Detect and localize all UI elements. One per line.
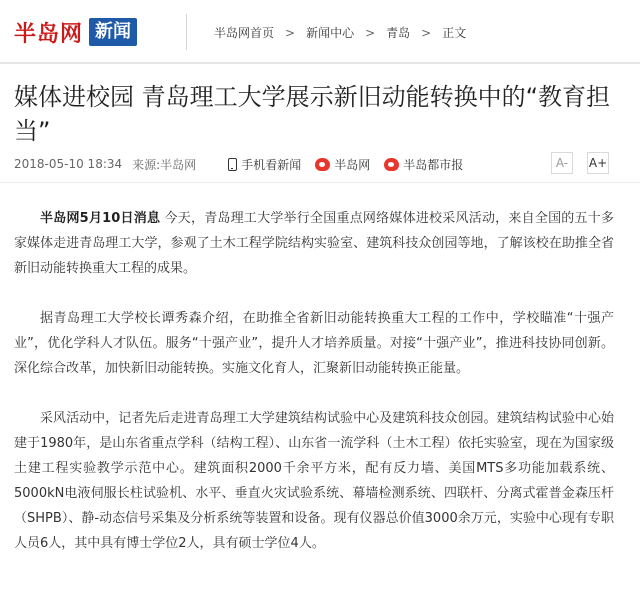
chevron-right-icon: > — [365, 25, 376, 40]
site-logo[interactable] — [14, 17, 137, 47]
header-rule — [0, 62, 640, 64]
mobile-news-link[interactable] — [228, 156, 301, 173]
article-body — [14, 206, 614, 581]
weibo-bandao-label: 半岛网 — [334, 157, 371, 172]
font-smaller-button[interactable]: A- — [551, 152, 573, 174]
publish-time: 2018-05-10 18:34 — [14, 157, 123, 171]
mobile-news-label: 手机看新闻 — [241, 157, 302, 172]
paragraph-2-text: 据青岛理工大学校长谭秀森介绍，在助推全省新旧动能转换重大工程的工作中，学校瞄准“十强产业”，优化学科人才队伍。服务“十强产业”，提升人才培养质量。对接“十强产业”，推进科技协同创新。深化综合改革，加快新旧动能转换。实施文化育人，汇聚新旧动能转换正能量。 — [14, 311, 614, 376]
article-meta — [14, 154, 634, 174]
font-larger-button[interactable]: A+ — [587, 152, 609, 174]
paragraph-3 — [14, 406, 614, 556]
weibo-icon — [384, 158, 399, 171]
mobile-phone-icon — [228, 158, 237, 171]
meta-divider — [0, 182, 640, 183]
header-divider — [186, 14, 187, 50]
weibo-dushibao-label: 半岛都市报 — [403, 157, 464, 172]
logo-badge-news: 新闻 — [89, 18, 137, 46]
breadcrumb-current: 正文 — [442, 26, 467, 40]
lead-dateline: 半岛网5月10日消息 — [40, 211, 161, 226]
article-source: 来源:半岛网 — [132, 157, 197, 172]
breadcrumb — [214, 24, 466, 41]
paragraph-1-text: 今天，青岛理工大学举行全国重点网络媒体进校采风活动，来自全国的五十多家媒体走进青岛理工大学，参观了土木工程学院结构实验室、建筑科技众创园等地，了解该校在助推全省新旧动能转换重大工程的成果。 — [14, 211, 614, 276]
chevron-right-icon: > — [421, 25, 432, 40]
breadcrumb-qingdao[interactable]: 青岛 — [386, 26, 411, 40]
weibo-icon — [315, 158, 330, 171]
logo-text: 半岛网 — [14, 20, 84, 47]
article-title: 媒体进校园 青岛理工大学展示新旧动能转换中的“教育担当” — [14, 83, 611, 145]
weibo-dushibao-link[interactable] — [384, 156, 463, 173]
breadcrumb-news-center[interactable]: 新闻中心 — [306, 26, 355, 40]
chevron-right-icon: > — [285, 25, 296, 40]
paragraph-2 — [14, 306, 614, 381]
site-header — [0, 0, 640, 62]
weibo-bandao-link[interactable] — [315, 156, 370, 173]
paragraph-1 — [14, 206, 614, 281]
paragraph-3-text: 采风活动中，记者先后走进青岛理工大学建筑结构试验中心及建筑科技众创园。建筑结构试验中心始建于1980年，是山东省重点学科（结构工程）、山东省一流学科（土木工程）依托实验室，现在为国家级土建工程实验教学示范中心。建筑面积2000千余平方米，配有反力墙、美国MTS多功能加载系统、5000kN电液伺服长柱试验机、水平、垂直火灾试验系统、幕墙检测系统、四联杆、分离式霍普金森压杆（SHPB）、静-动态信号采集及分析系统等装置和设备。现有仪器总价值3000余万元，实验中心现有专职人员6人，其中具有博士学位2人，具有硕士学位4人。 — [14, 411, 614, 551]
breadcrumb-home[interactable]: 半岛网首页 — [214, 26, 275, 40]
